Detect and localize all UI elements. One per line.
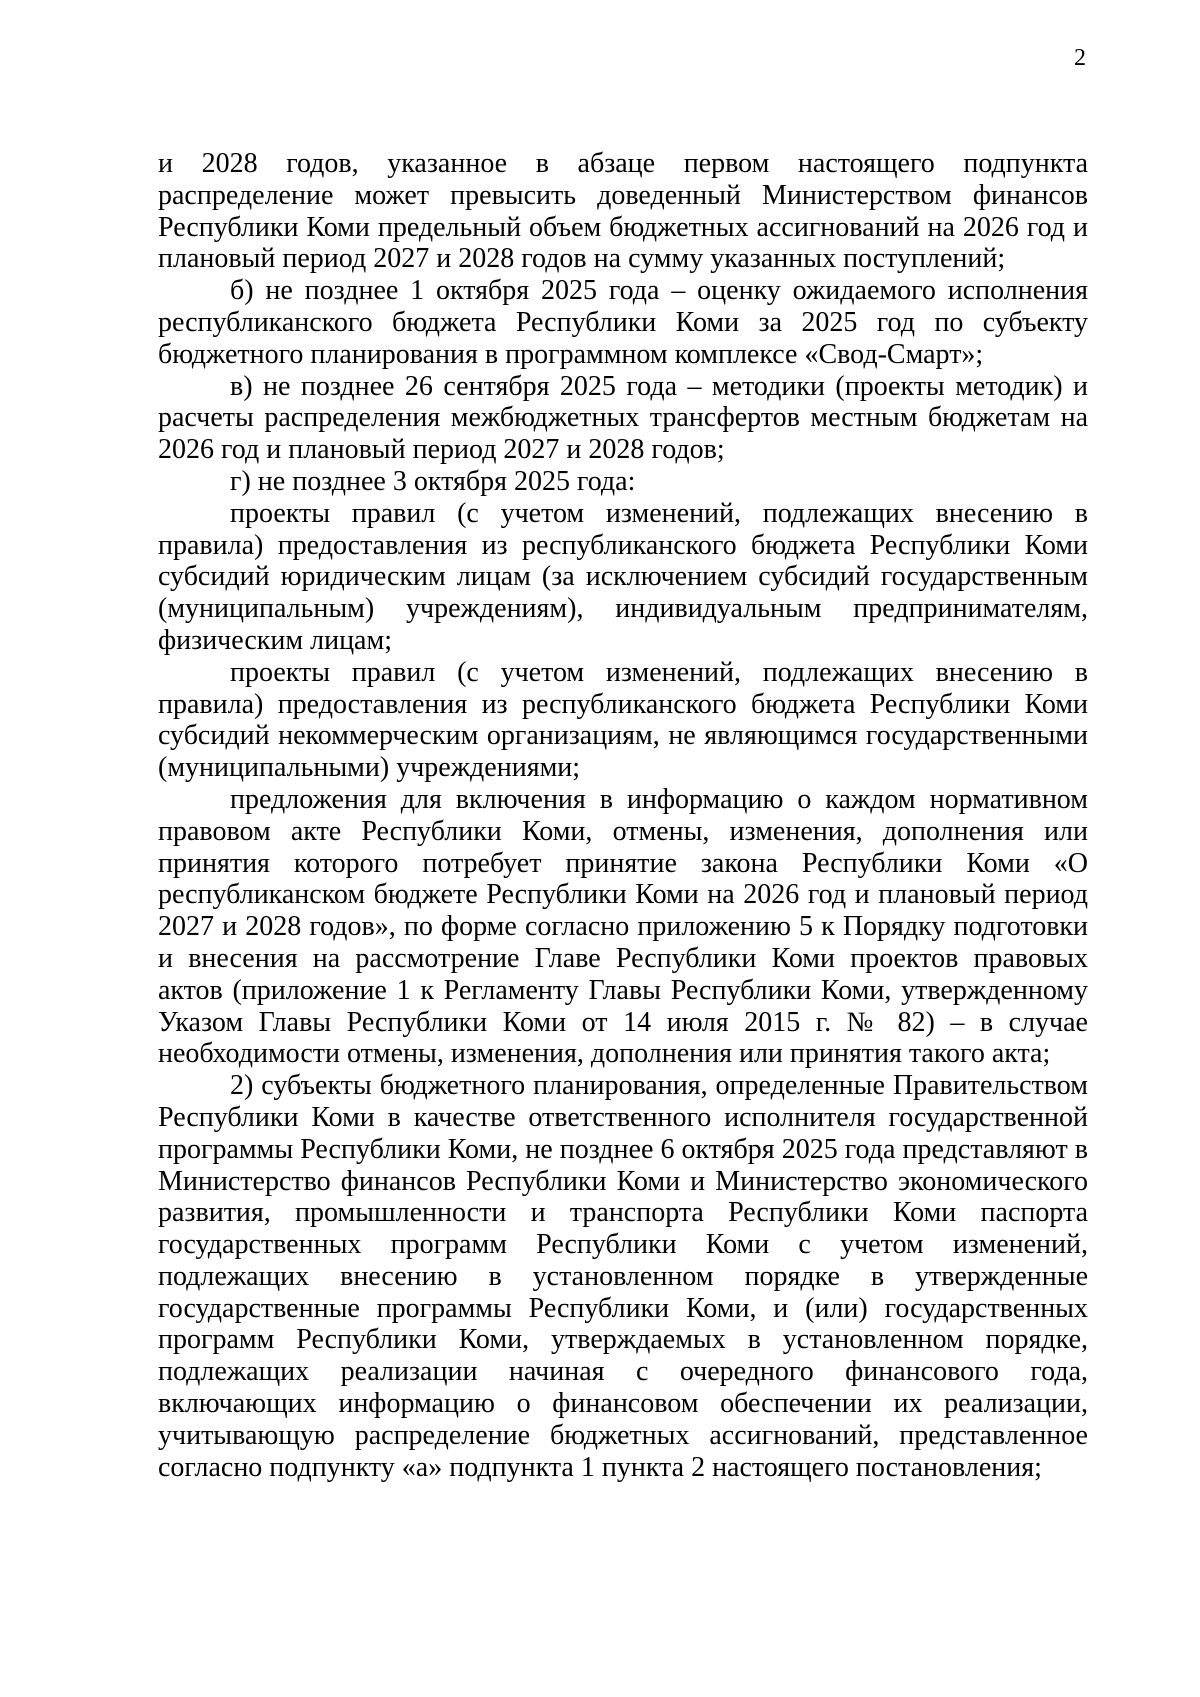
paragraph-normative-acts-proposals: предложения для включения в информацию о каждом нормативном правовом акте Республики Коми, отмены, изменения, дополнения или принятия которого потребует принятие закона Республики Коми «О республиканском бюджете Республики Коми на 2026 год и плановый период 2027 и 2028 годов», по форме согласно приложению 5 к Порядку подготовки и внесения на рассмотрение Главе Республики Коми проектов правовых актов (приложение 1 к Регламенту Главы Республики Коми, утвержденному Указом Главы Республики Коми от 14 июля 2015 г. № 82) – в случае необходимости отмены, изменения, дополнения или принятия такого акта;: [158, 783, 1088, 1070]
paragraph-item-v: в) не позднее 26 сентября 2025 года – методики (проекты методик) и расчеты распределения межбюджетных трансфертов местным бюджетам на 2026 год и плановый период 2027 и 2028 годов;: [158, 370, 1088, 466]
paragraph-item-2: 2) субъекты бюджетного планирования, определенные Правительством Республики Коми в качестве ответственного исполнителя государственной программы Республики Коми, не позднее 6 октября 2025 года представляют в Министерство финансов Республики Коми и Министерство экономического развития, промышленности и транспорта Республики Коми паспорта государственных программ Республики Коми с учетом изменений, подлежащих внесению в установленном порядке в утвержденные государственные программы Республики Коми, и (или) государственных программ Республики Коми, утверждаемых в установленном порядке, подлежащих реализации начиная с очередного финансового года, включающих информацию о финансовом обеспечении их реализации, учитывающую распределение бюджетных ассигнований, представленное согласно подпункту «а» подпункта 1 пункта 2 настоящего постановления;: [158, 1070, 1088, 1483]
paragraph-subsidy-rules-nonprofits: проекты правил (с учетом изменений, подлежащих внесению в правила) предоставления из республиканского бюджета Республики Коми субсидий некоммерческим организациям, не являющимся государственными (муниципальными) учреждениями;: [158, 656, 1088, 784]
paragraph-item-g: г) не позднее 3 октября 2025 года:: [230, 465, 636, 497]
document-body: [158, 148, 1088, 1483]
paragraph-item-b: б) не позднее 1 октября 2025 года – оценку ожидаемого исполнения республиканского бюджета Республики Коми за 2025 год по субъекту бюджетного планирования в программном комплексе «Свод-Смарт»;: [158, 275, 1088, 370]
paragraph-subsidy-rules-legal-entities: проекты правил (с учетом изменений, подлежащих внесению в правила) предоставления из республиканского бюджета Республики Коми субсидий юридическим лицам (за исключением субсидий государственным (муниципальным) учреждениям), индивидуальным предпринимателям, физическим лицам;: [158, 497, 1088, 656]
paragraph-continuation: и 2028 годов, указанное в абзаце первом настоящего подпункта распределение может превысить доведенный Министерством финансов Республики Коми предельный объем бюджетных ассигнований на 2026 год и плановый период 2027 и 2028 годов на сумму указанных поступлений;: [158, 148, 1088, 275]
page-number: 2: [1074, 45, 1086, 71]
